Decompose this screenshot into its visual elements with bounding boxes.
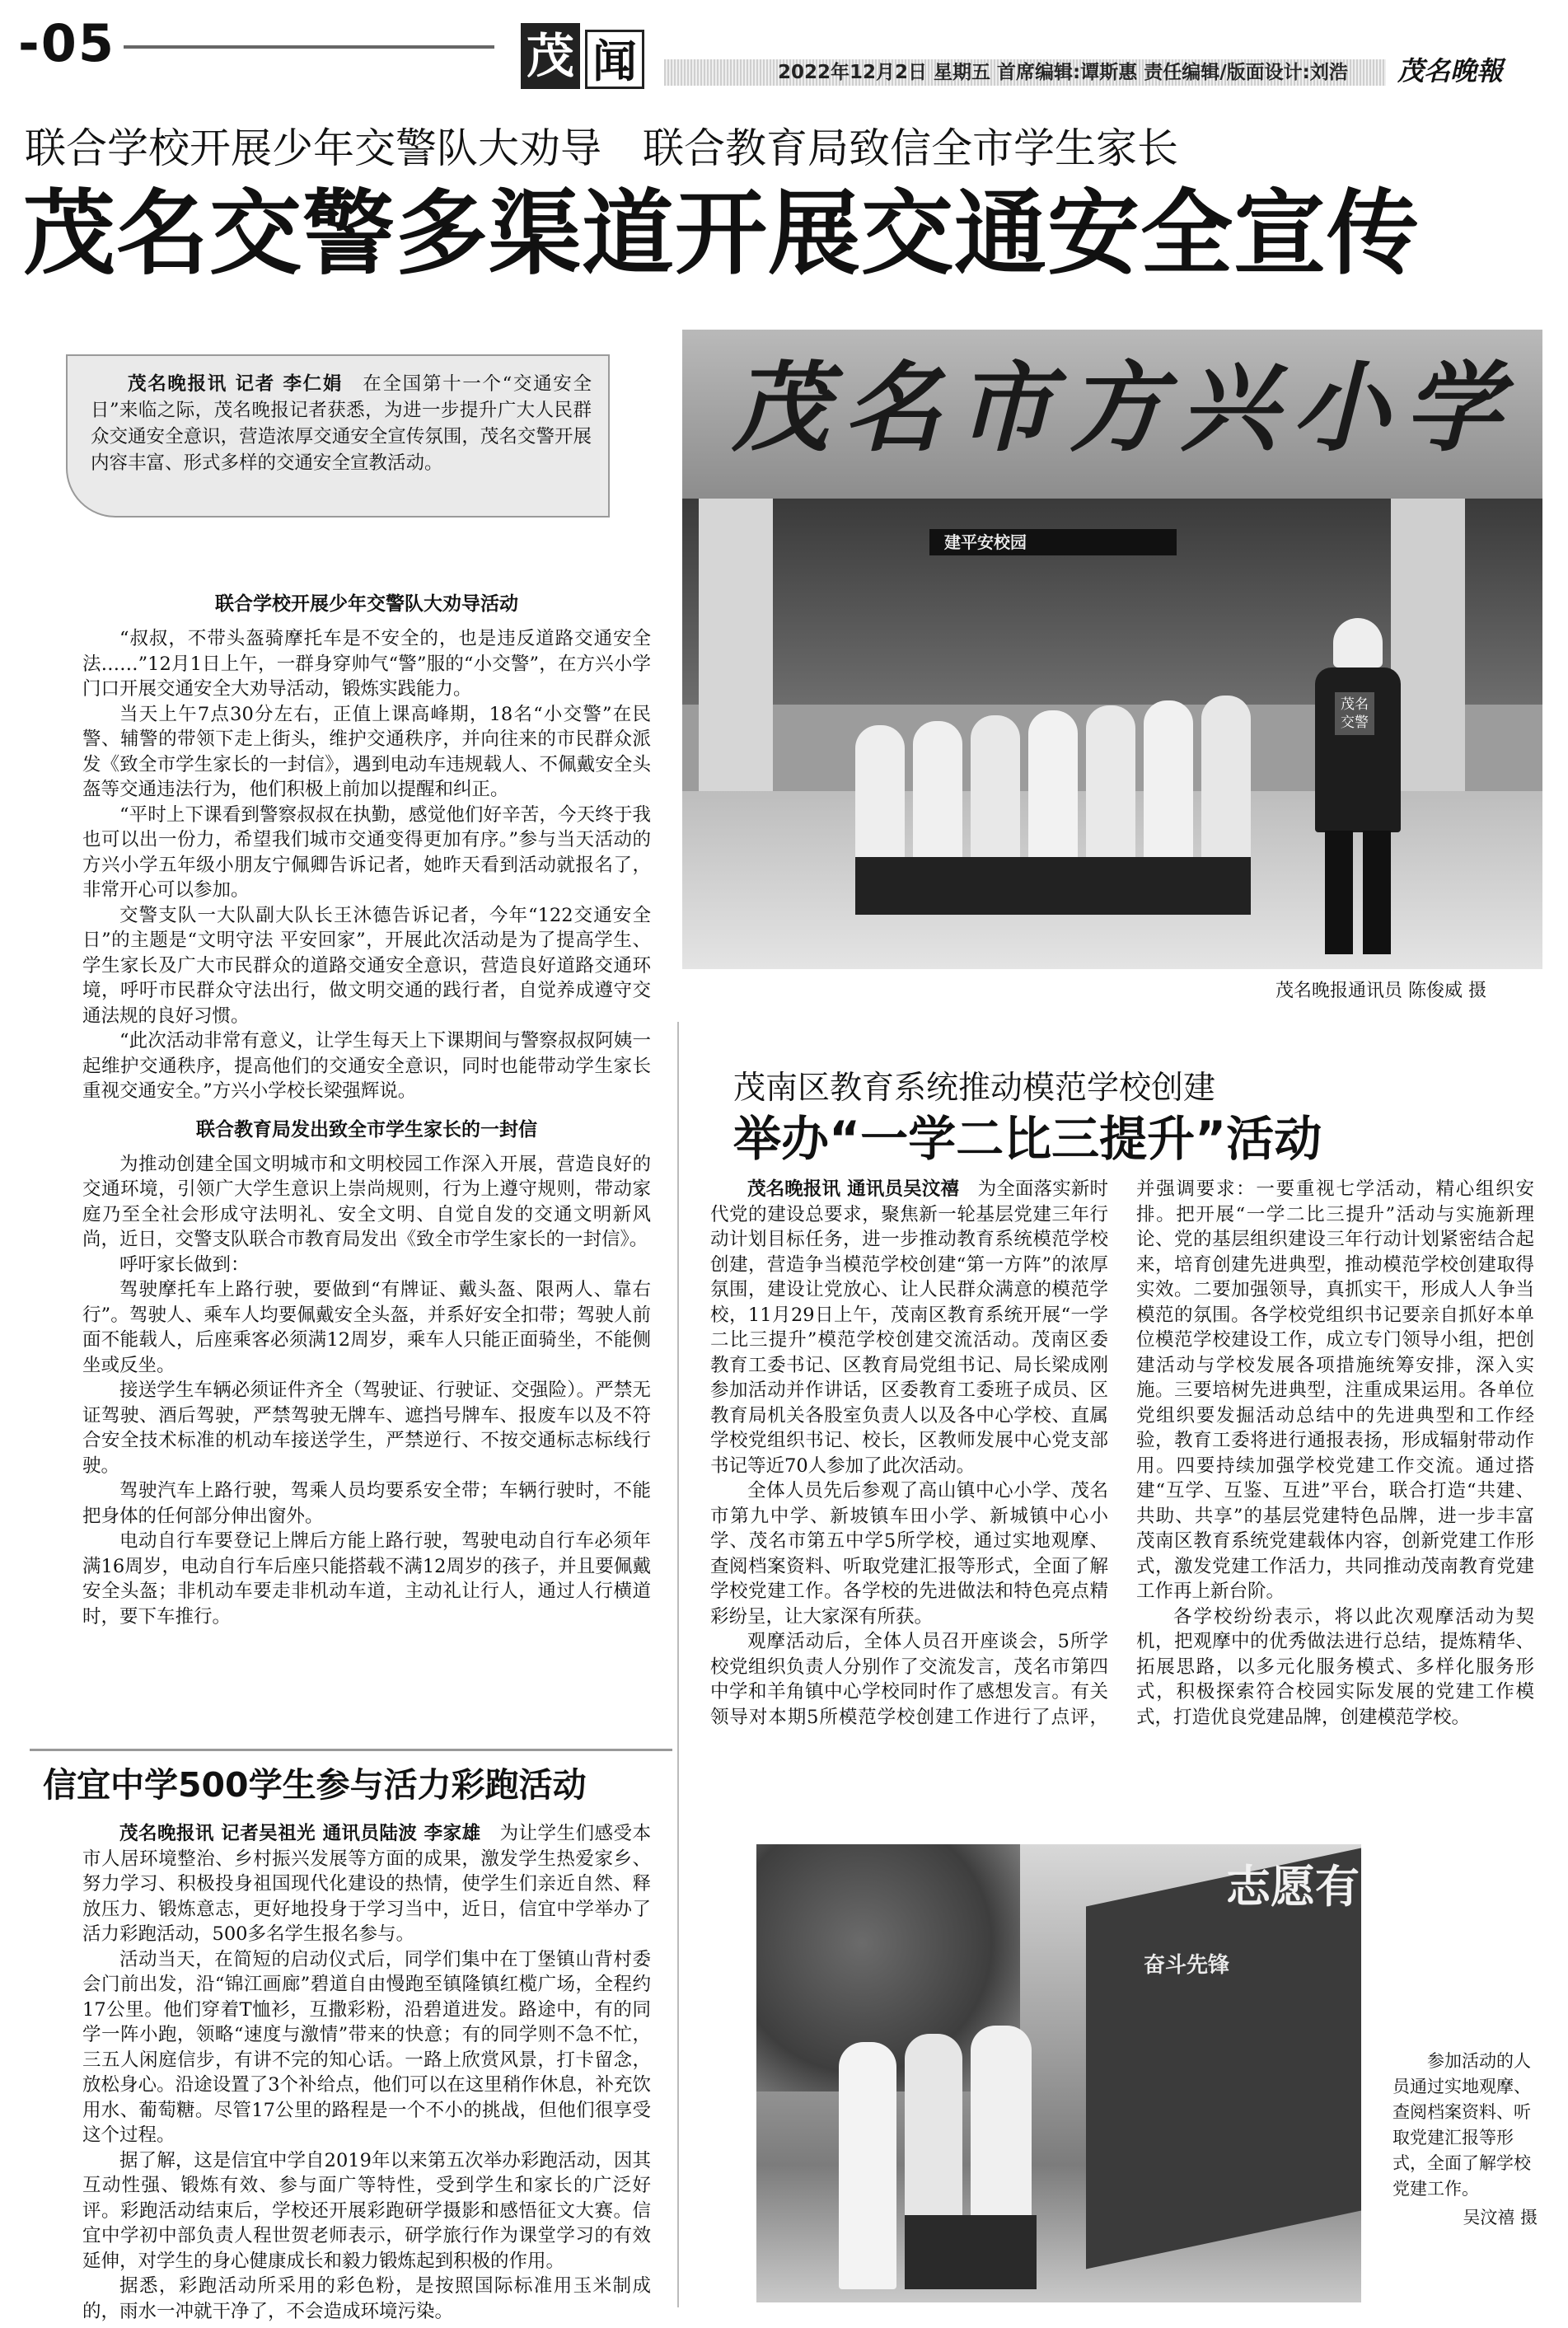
section2-subhead: 联合教育局发出致全市学生家长的一封信 [196, 1118, 537, 1141]
student-group [855, 676, 1284, 931]
photo1-credit: 茂名晚报通讯员 陈俊威 摄 [1275, 981, 1486, 1001]
article3-rule [30, 1749, 672, 1751]
paragraph: 驾驶摩托车上路行驶，要做到“有牌证、戴头盔、限两人、靠右行”。驾驶人、乘车人均要佩戴安全头盔，并系好安全扣带；驾驶人前面不能载人，后座乘客必须满12周岁，乘车人只能正面骑坐，不能侧坐或反坐。 [82, 1279, 651, 1376]
paragraph: “叔叔，不带头盔骑摩托车是不安全的，也是违反道路交通安全法……”12月1日上午，一群身穿帅气“警”服的“小交警”，在方兴小学门口开展交通安全大劝导活动，锻炼实践能力。 [82, 628, 651, 700]
article3-title: 信宜中学500学生参与活力彩跑活动 [43, 1765, 587, 1805]
paragraph: 观摩活动后，全体人员召开座谈会，5所学校党组织负责人分别作了交流发言，茂名市第四中学和羊角镇中心学校同时作了感想发言。有关领导对本期5所模范学校创建工作进行了点评，并强调要求：一要重视七学活动，精心组织安排。把开展“一学二比三提升”活动与实施新理论、党的基层组织建设三年行动计划紧密结合起来，培育创建先进典型，推动模范学校创建取得实效。二要加强领导，真抓实干，形成人人争当模范的氛围。各学校党组织书记要亲自抓好本单位模范学校建设工作，成立专门领导小组，把创建活动与学校发展各项措施统筹安排，深入实施。三要培树先进典型，注重成果运用。各单位党组织要发掘活动总结中的先进典型和工作经验，教育工委将进行通报表扬，形成辐射带动作用。四要持续加强学校党建工作交流。通过搭建“互学、互鉴、互进”平台，联合打造“共建、共助、共享”的基层党建特色品牌，进一步丰富茂南区教育系统党建载体内容，创新党建工作形式，激发党建工作活力，共同推动茂南教育党建工作再上新台阶。 [710, 1178, 1534, 1728]
article2-body [710, 1177, 1534, 1730]
section-char-2: 闻 [585, 30, 644, 89]
paragraph: “平时上下课看到警察叔叔在执勤，感觉他们好辛苦，今天终于我也可以出一份力，希望我们城市交通变得更加有序。”参与当天活动的方兴小学五年级小朋友宁佩卿告诉记者，她昨天看到活动就报名了，非常开心可以参加。 [82, 803, 651, 901]
section2-body [82, 1152, 651, 1630]
article2-kicker: 茂南区教育系统推动模范学校创建 [733, 1070, 1216, 1107]
paragraph: 各学校纷纷表示，将以此次观摩活动为契机，把观摩中的优秀做法进行总结，提炼精华、拓展思路，以多元化服务模式、多样化服务形式，积极探索符合校园实际发展的党建工作模式，打造优良党建品牌，创建模范学校。 [1136, 1605, 1534, 1728]
paragraph: 活动当天，在简短的启动仪式后，同学们集中在丁堡镇山背村委会门前出发，沿“锦江画廊”碧道自由慢跑至镇隆镇红榄广场，全程约17公里。他们穿着T恤衫，互撒彩粉，沿碧道进发。路途中，有的同学一阵小跑，领略“速度与激情”带来的快意；有的同学则不急不忙，三五人闲庭信步，有讲不完的知心话。一路上欣赏风景，打卡留念，放松身心。沿途设置了3个补给点，他们可以在这里稍作休息，补充饮用水、葡萄糖。尽管17公里的路程是一个不小的挑战，但他们很享受这个过程。 [82, 1948, 651, 2146]
board-subheading-text: 奋斗先锋 [1144, 1953, 1230, 1978]
photo-party-building-visit [756, 1844, 1361, 2302]
article2-lead: 茂名晚报讯 通讯员吴汶禧 [747, 1178, 959, 1200]
section-char-1: 茂 [521, 23, 580, 89]
article3-lead: 茂名晚报讯 记者吴祖光 通讯员陆波 李家雄 [119, 1823, 481, 1844]
paragraph: 驾驶汽车上路行驶，驾乘人员均要系安全带；车辆行驶时，不能把身体的任何部分伸出窗外。 [82, 1480, 651, 1527]
paragraph: “此次活动非常有意义，让学生每天上下课期间与警察叔叔阿姨一起维护交通秩序，提高他们的交通安全意识，同时也能带动学生家长重视交通安全。”方兴小学校长梁强辉说。 [82, 1030, 651, 1102]
section1-body [82, 626, 651, 1104]
intro-lead: 茂名晚报讯 记者 李仁娟 [128, 373, 344, 395]
masthead-rule-left [124, 45, 494, 49]
paragraph: 为让学生们感受本市人居环境整治、乡村振兴发展等方面的成果，激发学生热爱家乡、努力学习、积极投身祖国现代化建设的热情，使学生们亲近自然、释放压力、锻炼意志，更好地投身于学习当中，近日，信宜中学举办了活力彩跑活动，500多名学生报名参与。 [82, 1823, 651, 1945]
section1-subhead: 联合学校开展少年交警队大劝导活动 [215, 593, 518, 615]
school-gate-sign [682, 330, 1542, 499]
left-column [82, 590, 651, 1629]
intro-text: 在全国第十一个“交通安全日”来临之际，茂名晚报记者获悉，为进一步提升广大人民群众交通安全意识，营造浓厚交通安全宣传氛围，茂名交警开展内容丰富、形式多样的交通安全宣教活动。 [91, 373, 592, 474]
paragraph: 呼吁家长做到： [119, 1253, 250, 1276]
section-tag [521, 23, 648, 91]
article3-body [82, 1821, 651, 2324]
page-number: -05 [18, 13, 116, 73]
masthead-info: 2022年12月2日 星期五 首席编辑:谭斯惠 责任编辑/版面设计:刘浩 [778, 62, 1348, 83]
board-heading-text: 志愿有 [1226, 1861, 1360, 1913]
paper-name: 茂名晚報 [1397, 55, 1504, 87]
photo2-caption [1392, 2049, 1538, 2231]
intro-box [66, 354, 610, 518]
paragraph: 交警支队一大队副大队长王沐德告诉记者，今年“122交通安全日”的主题是“文明守法 平安回家”，开展此次活动是为了提高学生、学生家长及广大市民群众的道路交通安全意识，营造良好道路交通环境，呼吁市民群众守法出行，做文明交通的践行者，自觉养成遵守交通法规的良好习惯。 [82, 904, 651, 1027]
paragraph: 全体人员先后参观了高山镇中心小学、茂名市第九中学、新坡镇车田小学、新城镇中心小学、茂名市第五中学5所学校，通过实地观摩、查阅档案资料、听取党建汇报等形式，全面了解学校党建工作。各学校的先进做法和特色亮点精彩纷呈，让大家深有所获。 [710, 1480, 1108, 1628]
paragraph: 为推动创建全国文明城市和文明校园工作深入开展，营造良好的交通环境，引领广大学生意识上崇尚规则，行为上遵守规则，带动家庭乃至全社会形成守法明礼、安全文明、自觉自发的交通文明新风尚，近日，交警支队联合市教育局发出《致全市学生家长的一封信》。 [82, 1153, 651, 1250]
school-sign-text: 茂名市方兴小学 [732, 350, 1517, 465]
police-badge-text: 茂名交警 [1335, 692, 1374, 735]
paragraph: 接送学生车辆必须证件齐全（驾驶证、行驶证、交强险）。严禁无证驾驶、酒后驾驶，严禁驾驶无牌车、遮挡号牌车、报废车以及不符合安全技术标准的机动车接送学生，严禁逆行、不按交通标志标线行驶。 [82, 1379, 651, 1477]
paragraph: 电动自行车要登记上牌后方能上路行驶，驾驶电动自行车必须年满16周岁，电动自行车后座只能搭载不满12周岁的孩子，并且要佩戴安全头盔；非机动车要走非机动车道，主动礼让行人，通过人行横道时，要下车推行。 [82, 1530, 651, 1628]
paragraph: 当天上午7点30分左右，正值上课高峰期，18名“小交警”在民警、辅警的带领下走上街头，维护交通秩序，并向往来的市民群众派发《致全市学生家长的一封信》，遇到电动车违规载人、不佩戴安全头盔等交通违法行为，他们积极上前加以提醒和纠正。 [82, 703, 651, 800]
paragraph: 为全面落实新时代党的建设总要求，聚焦新一轮基层党建三年行动计划目标任务，进一步推动教育系统模范学校创建，营造争当模范学校创建“第一方阵”的浓厚氛围，建设让党放心、让人民群众满意的模范学校，11月29日上午，茂南区教育系统开展“一学二比三提升”模范学校创建交流活动。茂南区委教育工委书记、区教育局党组书记、局长梁成刚参加活动并作讲话，区委教育工委班子成员、区教育局机关各股室负责人以及各中心学校、直属学校党组织书记、校长，区教师发展中心党支部书记等近70人参加了此次活动。 [710, 1178, 1108, 1477]
column-divider [677, 1022, 679, 2307]
led-banner-text: 建平安校园 [944, 532, 1027, 552]
article2-title: 举办“一学二比三提升”活动 [733, 1111, 1322, 1167]
headline-kicker: 联合学校开展少年交警队大劝导 联合教育局致信全市学生家长 [25, 124, 1178, 172]
photo2-credit: 吴汶禧 摄 [1463, 2208, 1538, 2227]
headline-title: 茂名交警多渠道开展交通安全宣传 [23, 180, 1420, 288]
paragraph: 据悉，彩跑活动所采用的彩色粉，是按照国际标准用玉米制成的，雨水一冲就干净了，不会造成环境污染。 [82, 2275, 651, 2322]
photo2-caption-text: 参加活动的人员通过实地观摩、查阅档案资料、听取党建汇报等形式，全面了解学校党建工作。 [1392, 2051, 1531, 2199]
police-officer [1300, 618, 1416, 956]
photo-school-traffic-police [682, 330, 1542, 969]
visitor-group [822, 2009, 1086, 2302]
paragraph: 据了解，这是信宜中学自2019年以来第五次举办彩跑活动，因其互动性强、锻炼有效、参与面广等特性，受到学生和家长的广泛好评。彩跑活动结束后，学校还开展彩跑研学摄影和感悟征文大赛。信宜中学初中部负责人程世贺老师表示，研学旅行作为课堂学习的有效延伸，对学生的身心健康成长和毅力锻炼起到积极的作用。 [82, 2149, 651, 2272]
